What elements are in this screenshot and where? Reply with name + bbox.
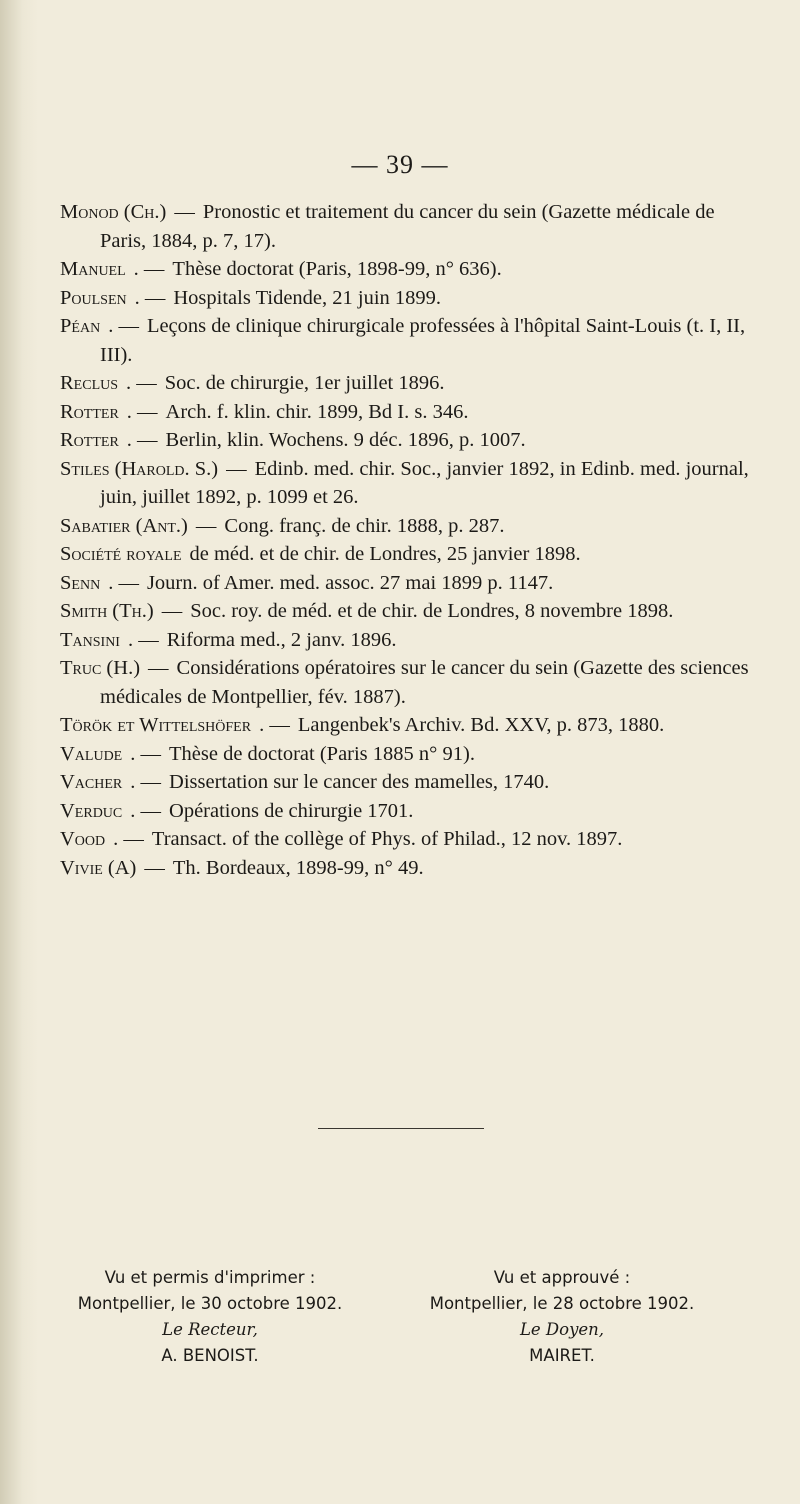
entry-author: Smith (Th.): [60, 600, 154, 622]
bibliography-entry: [60, 540, 750, 569]
entry-reference: Cong. franç. de chir. 1888, p. 287.: [224, 514, 505, 537]
dean-title: Le Doyen,: [519, 1320, 605, 1339]
entry-separator: —: [226, 457, 247, 480]
entry-reference: Berlin, klin. Wochens. 9 déc. 1896, p. 1007.: [165, 429, 526, 451]
bibliography-entry: [60, 255, 750, 284]
entry-separator: . —: [126, 429, 158, 451]
entry-separator: —: [174, 201, 195, 223]
dean-approval-place-date: Montpellier, le 28 octobre 1902.: [429, 1294, 695, 1313]
entry-reference: de méd. et de chir. de Londres, 25 janvier 1898.: [189, 543, 581, 565]
bibliography-entry: [60, 398, 750, 427]
entry-author: Tansini: [60, 628, 120, 651]
entry-reference: Opérations de chirurgie 1701.: [169, 799, 414, 822]
bibliography-entry: [60, 426, 750, 455]
entry-reference: Journ. of Amer. med. assoc. 27 mai 1899 p. 1147.: [146, 571, 554, 594]
rector-approval-place-date: Montpellier, le 30 octobre 1902.: [77, 1294, 343, 1313]
dean-approval: [412, 1265, 712, 1369]
entry-author: Vivie (A): [60, 856, 137, 879]
rector-name: A. BENOIST.: [161, 1346, 259, 1365]
entry-reference: Hospitals Tidende, 21 juin 1899.: [173, 286, 442, 309]
entry-reference: Edinb. med. chir. Soc., janvier 1892, in Edinb. med. journal, juin, juillet 1892, p. 1099 et 26.: [100, 457, 749, 508]
entry-reference: Th. Bordeaux, 1898-99, n° 49.: [172, 856, 424, 879]
entry-author: Valude: [60, 742, 123, 765]
entry-author: Poulsen: [60, 286, 127, 309]
entry-author: Senn: [60, 571, 101, 594]
dean-name: MAIRET.: [529, 1346, 595, 1365]
bibliography-entry: [60, 284, 750, 313]
entry-author: Rotter: [60, 429, 119, 451]
entry-reference: Arch. f. klin. chir. 1899, Bd I. s. 346.: [165, 400, 469, 423]
bibliography-entry: [60, 569, 750, 598]
entry-separator: . —: [133, 258, 165, 280]
entry-author: Stiles (Harold. S.): [60, 457, 219, 480]
entry-reference: Langenbek's Archiv. Bd. XXV, p. 873, 1880.: [297, 714, 665, 736]
entry-author: Rotter: [60, 400, 119, 423]
entry-separator: . —: [130, 799, 162, 822]
bibliography-entry: [60, 455, 750, 512]
entry-author: Sabatier (Ant.): [60, 514, 188, 537]
entry-separator: . —: [130, 771, 162, 793]
bibliography-entry: [60, 198, 750, 255]
entry-separator: —: [161, 600, 183, 622]
rector-title: Le Recteur,: [162, 1320, 258, 1339]
bibliography-entry: [60, 797, 750, 826]
entry-author: Vood: [60, 828, 106, 850]
entry-author: Verduc: [60, 799, 123, 822]
bibliography-entry: [60, 597, 750, 626]
bibliography-entry: [60, 740, 750, 769]
bibliography-list: [60, 198, 750, 882]
entry-reference: Pronostic et traitement du cancer du sein (Gazette médicale de Paris, 1884, p. 7, 17).: [100, 201, 715, 252]
entry-reference: Transact. of the collège of Phys. of Philad., 12 nov. 1897.: [151, 828, 623, 850]
entry-separator: . —: [259, 714, 290, 736]
page-number: — 39 —: [351, 150, 449, 179]
bibliography-entry: [60, 768, 750, 797]
entry-author: Vacher: [60, 771, 123, 793]
bibliography-entry: [60, 512, 750, 541]
entry-author: Société royale: [60, 543, 182, 565]
entry-author: Reclus: [60, 372, 119, 394]
entry-reference: Soc. de chirurgie, 1er juillet 1896.: [164, 372, 445, 394]
entry-separator: —: [195, 514, 217, 537]
entry-reference: Riforma med., 2 janv. 1896.: [166, 628, 397, 651]
entry-reference: Considérations opératoires sur le cancer du sein (Gazette des sciences médicales de Montpellier, fév. 1887).: [100, 657, 749, 708]
bibliography-entry: [60, 654, 750, 711]
entry-reference: Thèse de doctorat (Paris 1885 n° 91).: [169, 742, 475, 765]
dean-approval-line1: Vu et approuvé :: [493, 1268, 631, 1287]
bibliography-entry: [60, 626, 750, 655]
entry-separator: . —: [134, 286, 166, 309]
section-divider: [318, 1128, 484, 1129]
entry-separator: . —: [126, 372, 157, 394]
entry-separator: —: [144, 856, 165, 879]
bibliography-entry: [60, 312, 750, 369]
entry-separator: —: [148, 657, 169, 679]
rector-approval-line1: Vu et permis d'imprimer :: [104, 1268, 316, 1287]
entry-separator: . —: [130, 742, 161, 765]
entry-author: Monod (Ch.): [60, 201, 167, 223]
entry-author: Török et Wittelshöfer: [60, 714, 252, 736]
entry-reference: Thèse doctorat (Paris, 1898-99, n° 636).: [172, 258, 502, 280]
entry-author: Manuel: [60, 258, 126, 280]
entry-separator: . —: [126, 400, 158, 423]
entry-separator: . —: [113, 828, 144, 850]
bibliography-entry: [60, 854, 750, 883]
entry-reference: Leçons de clinique chirurgicale professées à l'hôpital Saint-Louis (t. I, II, III).: [100, 315, 746, 366]
entry-separator: . —: [108, 571, 139, 594]
entry-author: Péan: [60, 315, 101, 337]
book-spine-shadow: [0, 0, 38, 1504]
entry-reference: Dissertation sur le cancer des mamelles, 1740.: [169, 771, 550, 793]
bibliography-entry: [60, 825, 750, 854]
entry-reference: Soc. roy. de méd. et de chir. de Londres, 8 novembre 1898.: [190, 600, 674, 622]
entry-separator: . —: [108, 315, 139, 337]
approvals-block: [60, 1265, 760, 1415]
bibliography-entry: [60, 711, 750, 740]
entry-author: Truc (H.): [60, 657, 141, 679]
rector-approval: [60, 1265, 360, 1369]
entry-separator: . —: [127, 628, 159, 651]
bibliography-entry: [60, 369, 750, 398]
